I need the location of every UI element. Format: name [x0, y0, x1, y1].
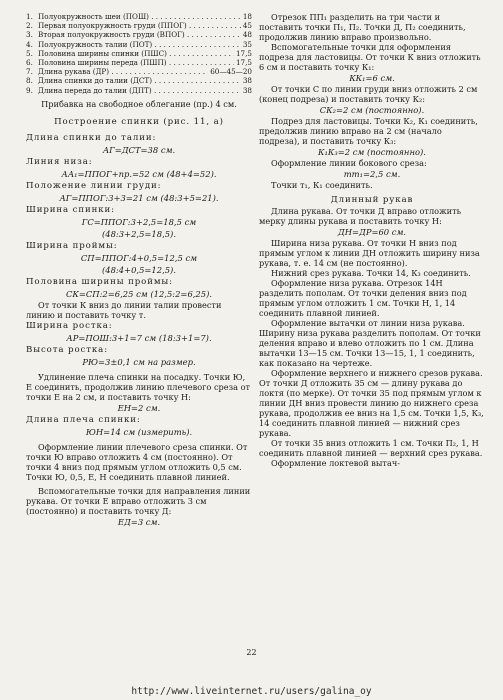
- paragraph: Оформление локтевой вытач-: [271, 458, 401, 468]
- paragraph: Оформление верхнего и нижнего срезов рукава. От точки Д отложить 35 см — длину рукава до локтя (по мерке). От точки 35 под прямым углом к линии ДН вниз провести линию до нижнего среза рукава, продолжив ее вниз на 1,5 см. Точки 1,5, К₃, 14 соединить плавной линией — нижний срез рукава.: [259, 368, 484, 438]
- paragraph: Оформление линии плечевого среза спинки. От точки Ю вправо отложить 4 см (постоянно). От точки 4 вниз под прямым углом отложить 0,5 см. Точки Ю, 0,5, Е, Н соединить плавной линией.: [26, 441, 248, 482]
- paragraph: Длина рукава. От точки Д вправо отложить мерку длины рукава и поставить точку Н:: [259, 206, 462, 226]
- formula: СК₂=2 см (постоянно).: [319, 105, 425, 115]
- paragraph: Вспомогательные точки для оформления подреза для ластовицы. От точки К вниз отложить 6 см и поставить точку К₁:: [259, 42, 481, 72]
- row-value: 35: [242, 39, 252, 49]
- row-number: 3.: [26, 30, 33, 40]
- formula: (48:3+2,5=18,5).: [101, 228, 176, 239]
- formula: АГ=ДСТ=38 см.: [102, 144, 176, 155]
- source-url: http://www.liveinternet.ru/users/galina_oy: [131, 686, 372, 697]
- row-label: Полуокружность шеи (ПОШ) . . .: [38, 12, 241, 21]
- formula: тт₁=2,5 см.: [343, 169, 401, 179]
- subheading: Положение линии груди:: [26, 180, 162, 191]
- row-value: 45: [242, 21, 252, 31]
- paragraph: Оформление вытачки от линии низа рукава. Ширину низа рукава разделить пополам. От точки деления вправо и влево отложить по 1 см. Длина вытачки 13—15 см. Точки 13—15, 1, 1 соединить, как показано на чертеже.: [259, 318, 481, 368]
- row-value: 38: [242, 76, 252, 86]
- measurement-row: [26, 58, 252, 67]
- row-label: Длина рукава (ДР) . . .: [38, 67, 208, 76]
- row-number: 6.: [26, 58, 33, 68]
- formula: ЮН=14 см (измерить).: [85, 426, 193, 437]
- measurement-row: [26, 86, 252, 95]
- paragraph: Подрез для ластовицы. Точки К₂, К₁ соединить, предолжив линию вправо на 2 см (начало подреза), и поставить точку К₃:: [259, 116, 478, 146]
- measurement-row: [26, 67, 252, 76]
- row-label: Половина ширины спинки (ПШС) . . .: [38, 49, 234, 58]
- measurement-row: [26, 30, 252, 39]
- formula: ЕД=3 см.: [117, 516, 161, 527]
- row-value: 60—45—20: [210, 67, 252, 77]
- row-value: 48: [242, 30, 252, 40]
- measurement-row: [26, 76, 252, 85]
- formula: КК₁=6 см.: [349, 73, 395, 83]
- formula: (48:4+0,5=12,5).: [101, 264, 176, 275]
- paragraph: Удлинение плеча спинки на посадку. Точки Ю, Е соединить, продолжив линию плечевого среза от точки Е на 2 см, и поставить точку Н:: [26, 371, 251, 402]
- measurements-table: [26, 12, 252, 95]
- row-value: 18: [242, 12, 252, 21]
- subheading: Ширина ростка:: [26, 320, 113, 331]
- paragraph: От точки С по линии груди вниз отложить 2 см (конец подреза) и поставить точку К₂:: [259, 84, 478, 104]
- row-number: 8.: [26, 76, 33, 86]
- formula: АР=ПОШ:3+1=7 см (18:3+1=7).: [66, 332, 212, 343]
- paragraph: Вспомогательные точки для направления линии рукава. От точки Е вправо отложить 3 см (постоянно) и поставить точку Д:: [26, 485, 251, 516]
- measurement-row: [26, 21, 252, 30]
- formula: ГС=ППОГ:3+2,5=18,5 см: [81, 216, 197, 227]
- formula: СК=СП:2=6,25 см (12,5:2=6,25).: [65, 288, 213, 299]
- formula: К₁К₃=2 см (постоянно).: [318, 147, 426, 157]
- paragraph: От точки 35 вниз отложить 1 см. Точки П₂, 1, Н соединить плавной линией — верхний срез рукава.: [259, 438, 483, 458]
- row-number: 7.: [26, 67, 33, 77]
- paragraph: Оформление линии бокового среза:: [271, 158, 427, 168]
- subheading: Линия низа:: [26, 156, 93, 167]
- paragraph: От точки К вниз до линии талии провести линию и поставить точку т.: [26, 299, 222, 320]
- section-heading: Построение спинки (рис. 11, а): [54, 116, 224, 127]
- row-label: Вторая полуокружность груди (ВПОГ) . . .: [38, 30, 241, 39]
- formula: АГ=ППОГ:3+3=21 см (48:3+5=21).: [59, 192, 219, 203]
- row-number: 5.: [26, 48, 33, 58]
- allowance-text: Прибавка на свободное облегание (пр.) 4 см.: [41, 98, 237, 109]
- formula: РЮ=3±0,1 см на размер.: [82, 356, 196, 367]
- row-number: 1.: [26, 12, 33, 21]
- paragraph: Оформление низа рукава. Отрезок 14Н разделить пополам. От точки деления вниз под прямым углом отложить 1 см. Точки Н, 1, 14 соединить плавной линией.: [259, 278, 467, 318]
- formula: СП=ППОГ:4+0,5=12,5 см: [80, 252, 198, 263]
- row-label: Длина спинки до талии (ДСТ) . . .: [38, 76, 241, 85]
- row-label: Половина ширины переда (ПШП) . . .: [38, 58, 234, 67]
- row-label: Полуокружность талии (ПОТ) . . .: [38, 40, 241, 49]
- subheading: Высота ростка:: [26, 344, 108, 355]
- row-number: 9.: [26, 85, 33, 95]
- row-value: 38: [242, 85, 252, 95]
- left-column: [26, 12, 252, 528]
- paragraph: Точки т₁, К₁ соединить.: [271, 180, 373, 190]
- subheading: Половина ширины проймы:: [26, 276, 173, 287]
- paragraph: Нижний срез рукава. Точки 14, К₃ соединить.: [271, 268, 471, 278]
- row-number: 2.: [26, 21, 33, 31]
- row-value: 17,5: [235, 58, 252, 68]
- row-number: 4.: [26, 39, 33, 49]
- row-value: 17,5: [235, 48, 252, 58]
- subheading: Длина спинки до талии:: [26, 132, 157, 143]
- formula: АА₁=ППОГ+пр.=52 см (48+4=52).: [61, 168, 217, 179]
- measurement-row: [26, 12, 252, 21]
- subheading: Ширина спинки:: [26, 204, 115, 215]
- paragraph: Ширина низа рукава. От точки Н вниз под прямым углом к линии ДН отложить ширину низа рукава, т. е. 14 см (не постоянно).: [259, 238, 480, 268]
- right-column: [259, 12, 485, 468]
- formula: ЕН=2 см.: [117, 402, 161, 413]
- row-label: Первая полуокружность груди (ППОГ) . . .: [38, 21, 241, 30]
- formula: ДН=ДР=60 см.: [337, 227, 407, 237]
- row-label: Длина переда до талии (ДПТ) . . .: [38, 86, 241, 95]
- section-heading: Длинный рукав: [330, 195, 414, 205]
- measurement-row: [26, 49, 252, 58]
- paragraph: Отрезок ПП₁ разделить на три части и поставить точки П₁, П₂. Точки Д, П₂ соединить, продолжив линию вправо произвольно.: [259, 12, 466, 42]
- measurement-row: [26, 40, 252, 49]
- subheading: Ширина проймы:: [26, 240, 118, 251]
- subheading: Длина плеча спинки:: [26, 414, 141, 425]
- page-number: 22: [246, 648, 257, 657]
